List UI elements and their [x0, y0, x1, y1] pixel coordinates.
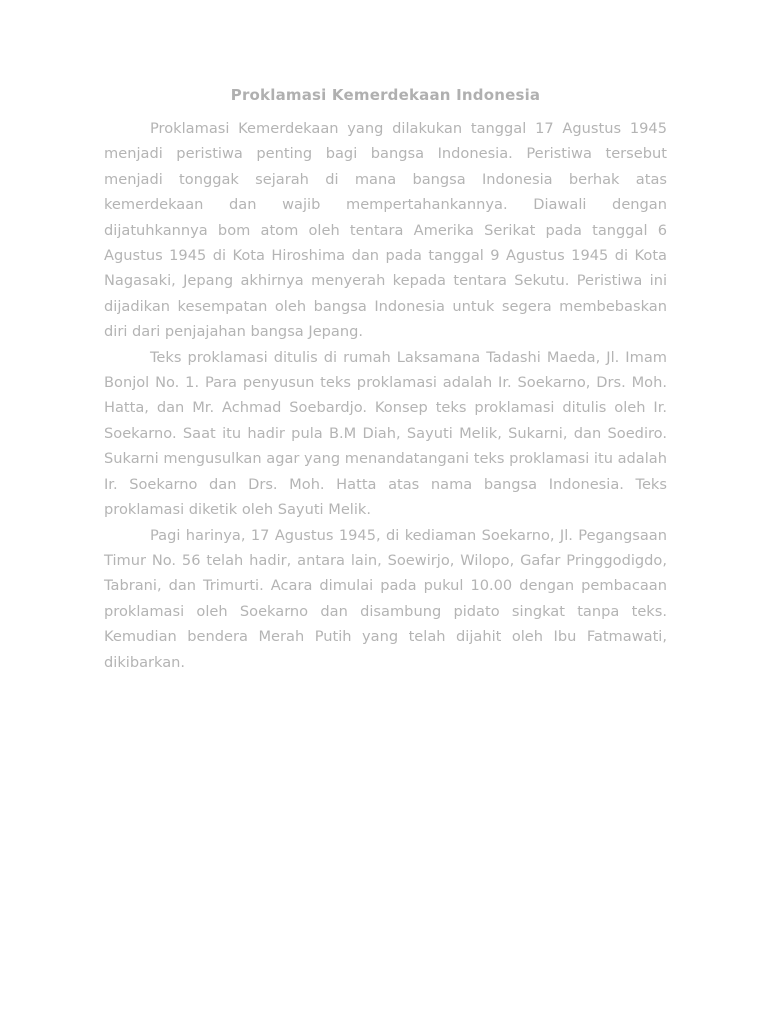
document-title: Proklamasi Kemerdekaan Indonesia [230, 86, 541, 104]
paragraph-3: Pagi harinya, 17 Agustus 1945, di kediaman Soekarno, Jl. Pegangsaan Timur No. 56 telah hadir, antara lain, Soewirjo, Wilopo, Gafar Pringgodigdo, Tabrani, dan Trimurti. Acara dimulai pada pukul 10.00 dengan pembacaan proklamasi oleh Soekarno dan disambung pidato singkat tanpa teks. Kemudian bendera Merah Putih yang telah dijahit oleh Ibu Fatmawati, dikibarkan. [104, 526, 667, 671]
paragraph-2: Teks proklamasi ditulis di rumah Laksamana Tadashi Maeda, Jl. Imam Bonjol No. 1. Para penyusun teks proklamasi adalah Ir. Soekarno, Drs. Moh. Hatta, dan Mr. Achmad Soebardjo. Konsep teks proklamasi ditulis oleh Ir. Soekarno. Saat itu hadir pula B.M Diah, Sayuti Melik, Sukarni, dan Soediro. Sukarni mengusulkan agar yang menandatangani teks proklamasi itu adalah Ir. Soekarno dan Drs. Moh. Hatta atas nama bangsa Indonesia. Teks proklamasi diketik oleh Sayuti Melik. [104, 348, 667, 519]
paragraph-1: Proklamasi Kemerdekaan yang dilakukan tanggal 17 Agustus 1945 menjadi peristiwa penting bagi bangsa Indonesia. Peristiwa tersebut menjadi tonggak sejarah di mana bangsa Indonesia berhak atas kemerdekaan dan wajib mempertahankannya. Diawali dengan dijatuhkannya bom atom oleh tentara Amerika Serikat pada tanggal 6 Agustus 1945 di Kota Hiroshima dan pada tanggal 9 Agustus 1945 di Kota Nagasaki, Jepang akhirnya menyerah kepada tentara Sekutu. Peristiwa ini dijadikan kesempatan oleh bangsa Indonesia untuk segera membebaskan diri dari penjajahan bangsa Jepang. [104, 120, 667, 341]
document-page [104, 84, 667, 675]
